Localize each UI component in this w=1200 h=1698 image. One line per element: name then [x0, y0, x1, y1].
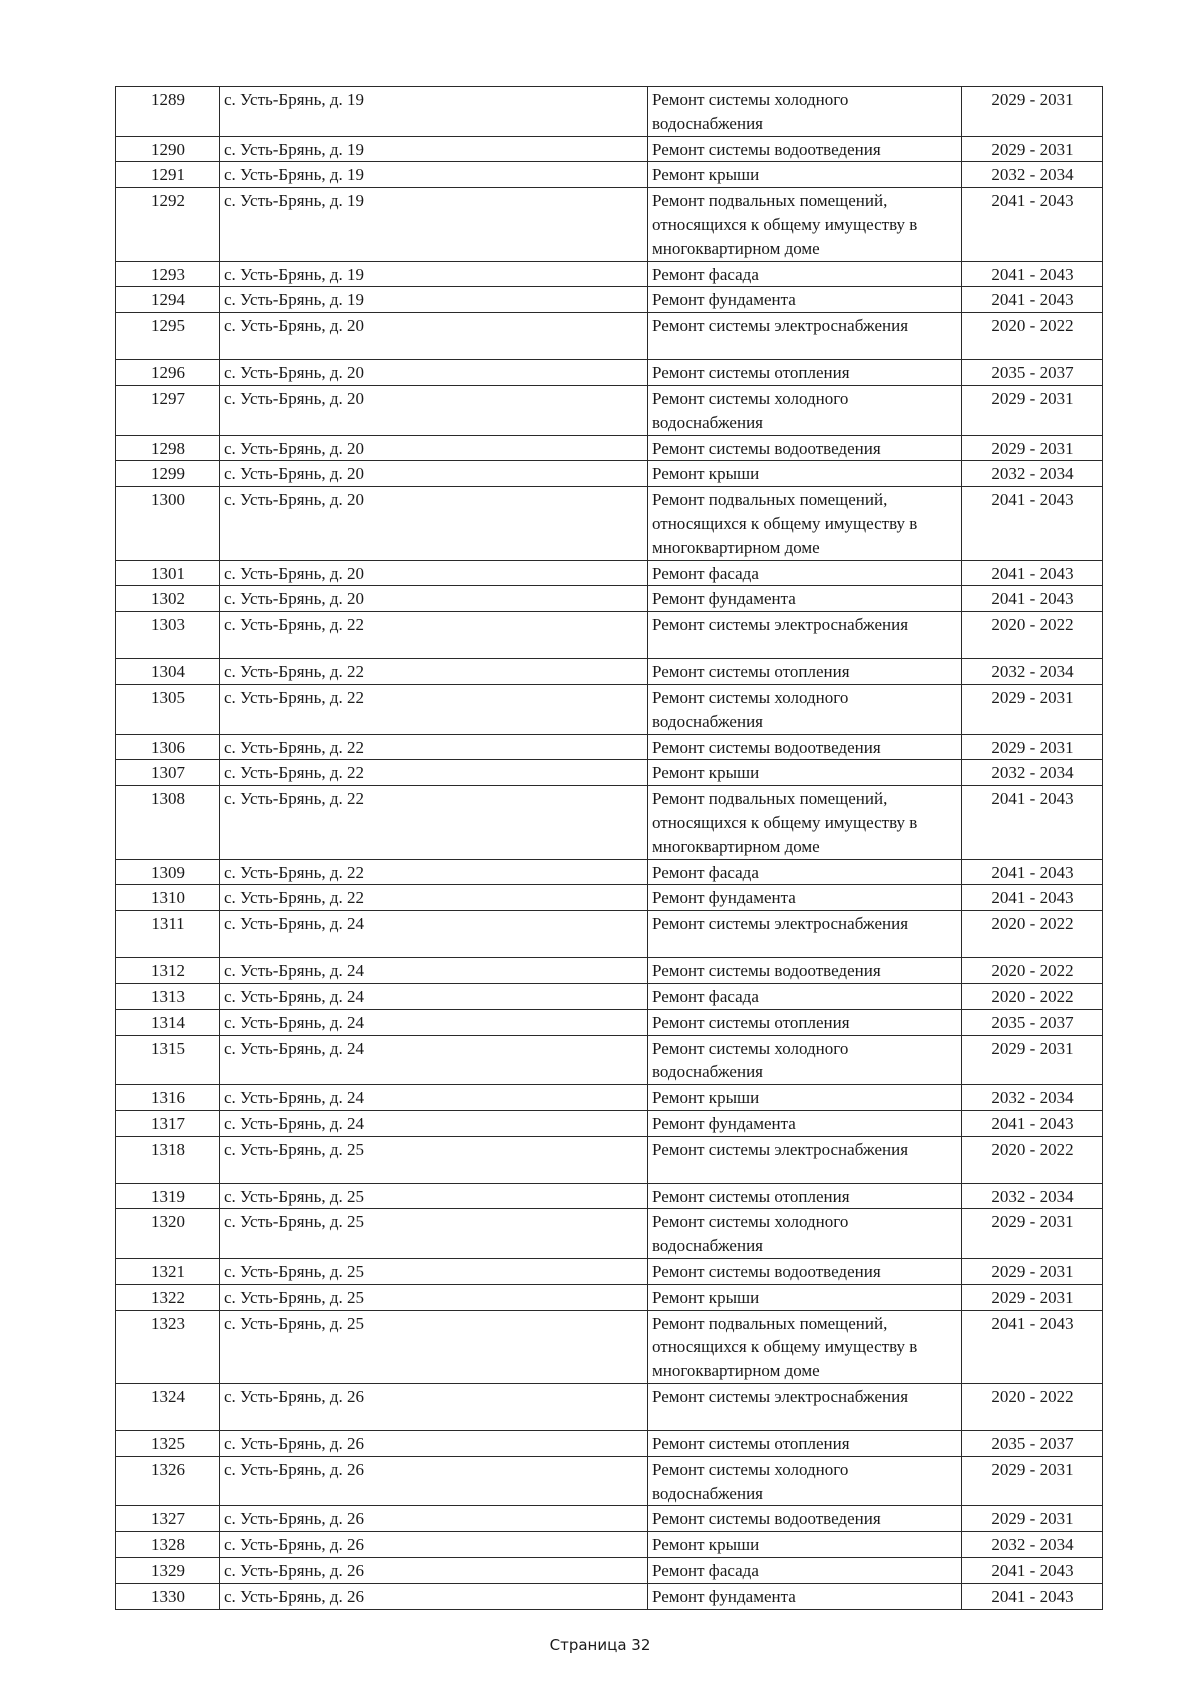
- period-cell: 2032 - 2034: [962, 1085, 1103, 1111]
- address-cell: с. Усть-Брянь, д. 26: [220, 1384, 648, 1431]
- work-type-cell: Ремонт фасада: [648, 1558, 962, 1584]
- address-cell: с. Усть-Брянь, д. 26: [220, 1532, 648, 1558]
- address-cell: с. Усть-Брянь, д. 22: [220, 885, 648, 911]
- page-number: Страница 32: [549, 1636, 651, 1654]
- row-number-cell: 1294: [116, 287, 220, 313]
- work-type-cell: Ремонт крыши: [648, 760, 962, 786]
- period-cell: 2041 - 2043: [962, 1310, 1103, 1383]
- work-type-cell: Ремонт системы электроснабжения: [648, 313, 962, 360]
- work-type-cell: Ремонт подвальных помещений, относящихся к общему имуществу в многоквартирном доме: [648, 1310, 962, 1383]
- table-row: [116, 1532, 1103, 1558]
- table-row: [116, 487, 1103, 560]
- period-cell: 2029 - 2031: [962, 684, 1103, 734]
- period-cell: 2032 - 2034: [962, 760, 1103, 786]
- table-row: [116, 760, 1103, 786]
- period-cell: 2032 - 2034: [962, 162, 1103, 188]
- work-type-cell: Ремонт фасада: [648, 859, 962, 885]
- address-cell: с. Усть-Брянь, д. 24: [220, 1085, 648, 1111]
- row-number-cell: 1310: [116, 885, 220, 911]
- work-type-cell: Ремонт подвальных помещений, относящихся к общему имуществу в многоквартирном доме: [648, 786, 962, 859]
- table-row: [116, 684, 1103, 734]
- work-type-cell: Ремонт системы электроснабжения: [648, 612, 962, 659]
- row-number-cell: 1313: [116, 983, 220, 1009]
- work-type-cell: Ремонт фундамента: [648, 1110, 962, 1136]
- table-row: [116, 1035, 1103, 1085]
- period-cell: 2020 - 2022: [962, 1136, 1103, 1183]
- address-cell: с. Усть-Брянь, д. 20: [220, 385, 648, 435]
- table-row: [116, 659, 1103, 685]
- table-row: [116, 1431, 1103, 1457]
- table-row: [116, 136, 1103, 162]
- work-type-cell: Ремонт системы отопления: [648, 360, 962, 386]
- period-cell: 2041 - 2043: [962, 560, 1103, 586]
- period-cell: 2041 - 2043: [962, 786, 1103, 859]
- row-number-cell: 1296: [116, 360, 220, 386]
- address-cell: с. Усть-Брянь, д. 19: [220, 162, 648, 188]
- period-cell: 2029 - 2031: [962, 1456, 1103, 1506]
- work-type-cell: Ремонт крыши: [648, 461, 962, 487]
- row-number-cell: 1300: [116, 487, 220, 560]
- address-cell: с. Усть-Брянь, д. 24: [220, 1009, 648, 1035]
- address-cell: с. Усть-Брянь, д. 20: [220, 560, 648, 586]
- address-cell: с. Усть-Брянь, д. 20: [220, 435, 648, 461]
- period-cell: 2041 - 2043: [962, 287, 1103, 313]
- work-type-cell: Ремонт системы холодного водоснабжения: [648, 87, 962, 137]
- work-type-cell: Ремонт системы электроснабжения: [648, 1384, 962, 1431]
- row-number-cell: 1304: [116, 659, 220, 685]
- work-type-cell: Ремонт системы водоотведения: [648, 958, 962, 984]
- row-number-cell: 1315: [116, 1035, 220, 1085]
- work-type-cell: Ремонт системы холодного водоснабжения: [648, 684, 962, 734]
- work-type-cell: Ремонт фасада: [648, 983, 962, 1009]
- period-cell: 2029 - 2031: [962, 734, 1103, 760]
- address-cell: с. Усть-Брянь, д. 22: [220, 859, 648, 885]
- period-cell: 2020 - 2022: [962, 958, 1103, 984]
- work-type-cell: Ремонт системы отопления: [648, 659, 962, 685]
- table-row: [116, 1583, 1103, 1609]
- work-type-cell: Ремонт системы водоотведения: [648, 1259, 962, 1285]
- row-number-cell: 1290: [116, 136, 220, 162]
- address-cell: с. Усть-Брянь, д. 25: [220, 1136, 648, 1183]
- period-cell: 2029 - 2031: [962, 87, 1103, 137]
- address-cell: с. Усть-Брянь, д. 24: [220, 983, 648, 1009]
- row-number-cell: 1324: [116, 1384, 220, 1431]
- period-cell: 2041 - 2043: [962, 1558, 1103, 1584]
- period-cell: 2029 - 2031: [962, 435, 1103, 461]
- work-type-cell: Ремонт системы отопления: [648, 1009, 962, 1035]
- table-row: [116, 461, 1103, 487]
- work-type-cell: Ремонт системы холодного водоснабжения: [648, 1035, 962, 1085]
- work-type-cell: Ремонт крыши: [648, 1284, 962, 1310]
- work-type-cell: Ремонт подвальных помещений, относящихся к общему имуществу в многоквартирном доме: [648, 487, 962, 560]
- table-row: [116, 87, 1103, 137]
- row-number-cell: 1292: [116, 188, 220, 261]
- work-type-cell: Ремонт фундамента: [648, 287, 962, 313]
- period-cell: 2029 - 2031: [962, 385, 1103, 435]
- table-row: [116, 188, 1103, 261]
- row-number-cell: 1327: [116, 1506, 220, 1532]
- table-body: [116, 87, 1103, 1610]
- address-cell: с. Усть-Брянь, д. 20: [220, 586, 648, 612]
- period-cell: 2035 - 2037: [962, 1431, 1103, 1457]
- address-cell: с. Усть-Брянь, д. 20: [220, 461, 648, 487]
- row-number-cell: 1316: [116, 1085, 220, 1111]
- table-row: [116, 1284, 1103, 1310]
- period-cell: 2029 - 2031: [962, 1259, 1103, 1285]
- table-row: [116, 1136, 1103, 1183]
- table-row: [116, 1384, 1103, 1431]
- table-row: [116, 859, 1103, 885]
- address-cell: с. Усть-Брянь, д. 25: [220, 1284, 648, 1310]
- row-number-cell: 1301: [116, 560, 220, 586]
- period-cell: 2041 - 2043: [962, 859, 1103, 885]
- address-cell: с. Усть-Брянь, д. 22: [220, 760, 648, 786]
- address-cell: с. Усть-Брянь, д. 25: [220, 1209, 648, 1259]
- address-cell: с. Усть-Брянь, д. 19: [220, 188, 648, 261]
- row-number-cell: 1323: [116, 1310, 220, 1383]
- address-cell: с. Усть-Брянь, д. 26: [220, 1456, 648, 1506]
- work-type-cell: Ремонт системы водоотведения: [648, 734, 962, 760]
- row-number-cell: 1317: [116, 1110, 220, 1136]
- address-cell: с. Усть-Брянь, д. 26: [220, 1506, 648, 1532]
- address-cell: с. Усть-Брянь, д. 19: [220, 261, 648, 287]
- table-row: [116, 586, 1103, 612]
- work-type-cell: Ремонт фундамента: [648, 885, 962, 911]
- address-cell: с. Усть-Брянь, д. 19: [220, 87, 648, 137]
- table-row: [116, 287, 1103, 313]
- table-row: [116, 1209, 1103, 1259]
- table-row: [116, 911, 1103, 958]
- row-number-cell: 1291: [116, 162, 220, 188]
- row-number-cell: 1289: [116, 87, 220, 137]
- period-cell: 2035 - 2037: [962, 1009, 1103, 1035]
- repair-schedule-table: [115, 86, 1103, 1610]
- table-row: [116, 313, 1103, 360]
- period-cell: 2020 - 2022: [962, 911, 1103, 958]
- address-cell: с. Усть-Брянь, д. 20: [220, 360, 648, 386]
- work-type-cell: Ремонт крыши: [648, 162, 962, 188]
- row-number-cell: 1308: [116, 786, 220, 859]
- table-row: [116, 1456, 1103, 1506]
- address-cell: с. Усть-Брянь, д. 20: [220, 313, 648, 360]
- work-type-cell: Ремонт подвальных помещений, относящихся к общему имуществу в многоквартирном доме: [648, 188, 962, 261]
- work-type-cell: Ремонт крыши: [648, 1532, 962, 1558]
- row-number-cell: 1297: [116, 385, 220, 435]
- work-type-cell: Ремонт системы водоотведения: [648, 435, 962, 461]
- row-number-cell: 1325: [116, 1431, 220, 1457]
- row-number-cell: 1326: [116, 1456, 220, 1506]
- address-cell: с. Усть-Брянь, д. 24: [220, 911, 648, 958]
- table-row: [116, 360, 1103, 386]
- table-row: [116, 1183, 1103, 1209]
- period-cell: 2041 - 2043: [962, 1110, 1103, 1136]
- row-number-cell: 1322: [116, 1284, 220, 1310]
- row-number-cell: 1303: [116, 612, 220, 659]
- work-type-cell: Ремонт системы холодного водоснабжения: [648, 1456, 962, 1506]
- row-number-cell: 1311: [116, 911, 220, 958]
- address-cell: с. Усть-Брянь, д. 24: [220, 1035, 648, 1085]
- address-cell: с. Усть-Брянь, д. 19: [220, 287, 648, 313]
- row-number-cell: 1295: [116, 313, 220, 360]
- table-row: [116, 734, 1103, 760]
- period-cell: 2032 - 2034: [962, 461, 1103, 487]
- row-number-cell: 1321: [116, 1259, 220, 1285]
- work-type-cell: Ремонт фасада: [648, 261, 962, 287]
- row-number-cell: 1309: [116, 859, 220, 885]
- table-row: [116, 435, 1103, 461]
- table-row: [116, 1009, 1103, 1035]
- period-cell: 2029 - 2031: [962, 1209, 1103, 1259]
- address-cell: с. Усть-Брянь, д. 22: [220, 684, 648, 734]
- table-row: [116, 958, 1103, 984]
- period-cell: 2020 - 2022: [962, 983, 1103, 1009]
- period-cell: 2032 - 2034: [962, 659, 1103, 685]
- period-cell: 2041 - 2043: [962, 487, 1103, 560]
- table-row: [116, 612, 1103, 659]
- period-cell: 2020 - 2022: [962, 612, 1103, 659]
- work-type-cell: Ремонт фундамента: [648, 586, 962, 612]
- address-cell: с. Усть-Брянь, д. 26: [220, 1431, 648, 1457]
- table-row: [116, 385, 1103, 435]
- period-cell: 2029 - 2031: [962, 136, 1103, 162]
- work-type-cell: Ремонт системы водоотведения: [648, 136, 962, 162]
- table-row: [116, 1558, 1103, 1584]
- row-number-cell: 1307: [116, 760, 220, 786]
- address-cell: с. Усть-Брянь, д. 26: [220, 1583, 648, 1609]
- row-number-cell: 1330: [116, 1583, 220, 1609]
- address-cell: с. Усть-Брянь, д. 20: [220, 487, 648, 560]
- row-number-cell: 1293: [116, 261, 220, 287]
- address-cell: с. Усть-Брянь, д. 25: [220, 1259, 648, 1285]
- period-cell: 2032 - 2034: [962, 1183, 1103, 1209]
- period-cell: 2035 - 2037: [962, 360, 1103, 386]
- table-row: [116, 560, 1103, 586]
- row-number-cell: 1318: [116, 1136, 220, 1183]
- work-type-cell: Ремонт системы холодного водоснабжения: [648, 385, 962, 435]
- address-cell: с. Усть-Брянь, д. 24: [220, 958, 648, 984]
- row-number-cell: 1319: [116, 1183, 220, 1209]
- table-row: [116, 1259, 1103, 1285]
- period-cell: 2020 - 2022: [962, 313, 1103, 360]
- table-row: [116, 1085, 1103, 1111]
- table-row: [116, 162, 1103, 188]
- period-cell: 2041 - 2043: [962, 885, 1103, 911]
- row-number-cell: 1328: [116, 1532, 220, 1558]
- work-type-cell: Ремонт системы водоотведения: [648, 1506, 962, 1532]
- period-cell: 2041 - 2043: [962, 261, 1103, 287]
- work-type-cell: Ремонт системы электроснабжения: [648, 911, 962, 958]
- period-cell: 2020 - 2022: [962, 1384, 1103, 1431]
- row-number-cell: 1314: [116, 1009, 220, 1035]
- address-cell: с. Усть-Брянь, д. 22: [220, 659, 648, 685]
- row-number-cell: 1299: [116, 461, 220, 487]
- period-cell: 2029 - 2031: [962, 1506, 1103, 1532]
- address-cell: с. Усть-Брянь, д. 25: [220, 1183, 648, 1209]
- table-row: [116, 786, 1103, 859]
- period-cell: 2041 - 2043: [962, 1583, 1103, 1609]
- table-row: [116, 885, 1103, 911]
- address-cell: с. Усть-Брянь, д. 22: [220, 734, 648, 760]
- work-type-cell: Ремонт крыши: [648, 1085, 962, 1111]
- work-type-cell: Ремонт системы электроснабжения: [648, 1136, 962, 1183]
- address-cell: с. Усть-Брянь, д. 22: [220, 612, 648, 659]
- period-cell: 2041 - 2043: [962, 586, 1103, 612]
- row-number-cell: 1305: [116, 684, 220, 734]
- table-row: [116, 261, 1103, 287]
- address-cell: с. Усть-Брянь, д. 24: [220, 1110, 648, 1136]
- work-type-cell: Ремонт системы холодного водоснабжения: [648, 1209, 962, 1259]
- period-cell: 2029 - 2031: [962, 1035, 1103, 1085]
- row-number-cell: 1306: [116, 734, 220, 760]
- period-cell: 2041 - 2043: [962, 188, 1103, 261]
- row-number-cell: 1320: [116, 1209, 220, 1259]
- work-type-cell: Ремонт системы отопления: [648, 1431, 962, 1457]
- row-number-cell: 1312: [116, 958, 220, 984]
- address-cell: с. Усть-Брянь, д. 22: [220, 786, 648, 859]
- work-type-cell: Ремонт системы отопления: [648, 1183, 962, 1209]
- address-cell: с. Усть-Брянь, д. 26: [220, 1558, 648, 1584]
- work-type-cell: Ремонт фундамента: [648, 1583, 962, 1609]
- row-number-cell: 1298: [116, 435, 220, 461]
- period-cell: 2032 - 2034: [962, 1532, 1103, 1558]
- table-row: [116, 1110, 1103, 1136]
- table-row: [116, 983, 1103, 1009]
- address-cell: с. Усть-Брянь, д. 19: [220, 136, 648, 162]
- address-cell: с. Усть-Брянь, д. 25: [220, 1310, 648, 1383]
- work-type-cell: Ремонт фасада: [648, 560, 962, 586]
- period-cell: 2029 - 2031: [962, 1284, 1103, 1310]
- row-number-cell: 1302: [116, 586, 220, 612]
- row-number-cell: 1329: [116, 1558, 220, 1584]
- table-row: [116, 1310, 1103, 1383]
- table-row: [116, 1506, 1103, 1532]
